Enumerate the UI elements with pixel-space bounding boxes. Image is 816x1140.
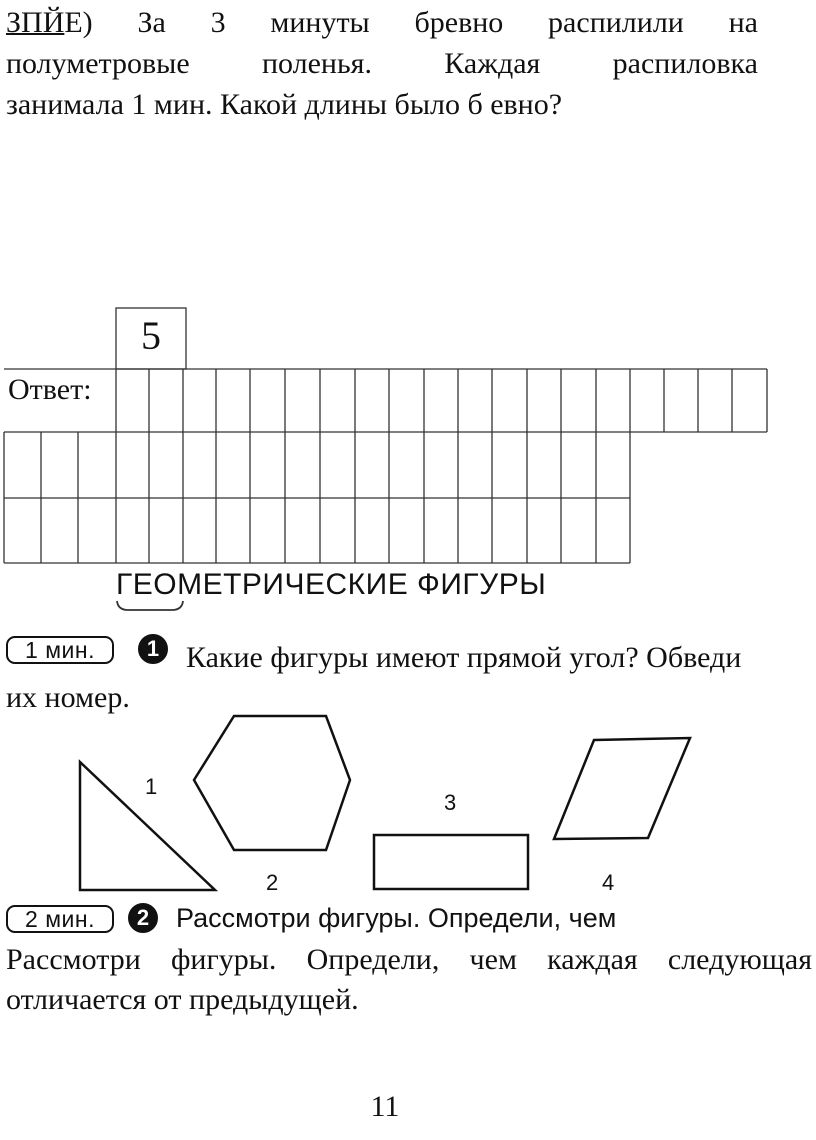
task1-line-2: их номер. (6, 681, 130, 714)
figure-label-2: 2 (266, 870, 279, 895)
problem-line-2: полуметровые поленья. Каждая распиловка (6, 47, 758, 80)
task2-line-2: отличается от предыдущей. (6, 983, 359, 1016)
section-title: ГЕОМЕТРИЧЕСКИЕ ФИГУРЫ (116, 568, 547, 601)
rectangle-icon (374, 835, 528, 889)
task2-line-1: Рассмотри фигуры. Определи, чем каждая следующая (6, 943, 812, 976)
problem-line-1: ЗПЙЕ) За 3 минуты бревно распилили на (6, 6, 758, 39)
figure-label-1: 1 (145, 774, 158, 799)
task-number-2-icon: 2 (128, 903, 158, 933)
time-badge-1: 1 мин. (6, 636, 114, 664)
page-number: 11 (370, 1090, 400, 1123)
answer-label: Ответ: (8, 373, 92, 406)
figure-label-3: 3 (444, 790, 457, 815)
hexagon-icon (194, 716, 350, 850)
task2-text (6, 940, 812, 1020)
task2-sans-text: Рассмотри фигуры. Определи, чем (176, 903, 617, 933)
problem-text (6, 2, 758, 125)
answer-digit: 5 (141, 313, 161, 358)
task-number-1-icon: 1 (138, 634, 168, 664)
figures-area (60, 712, 720, 902)
problem-label: ЗПЙ (6, 6, 65, 39)
parallelogram-icon (554, 738, 690, 839)
time-badge-2: 2 мин. (6, 905, 114, 933)
brace-icon (114, 598, 186, 614)
problem-line-3: занимала 1 мин. Какой длины было б евно? (6, 88, 563, 121)
figure-label-4: 4 (602, 870, 615, 895)
task1-line-1: Какие фигуры имеют прямой угол? Обведи (186, 641, 742, 674)
